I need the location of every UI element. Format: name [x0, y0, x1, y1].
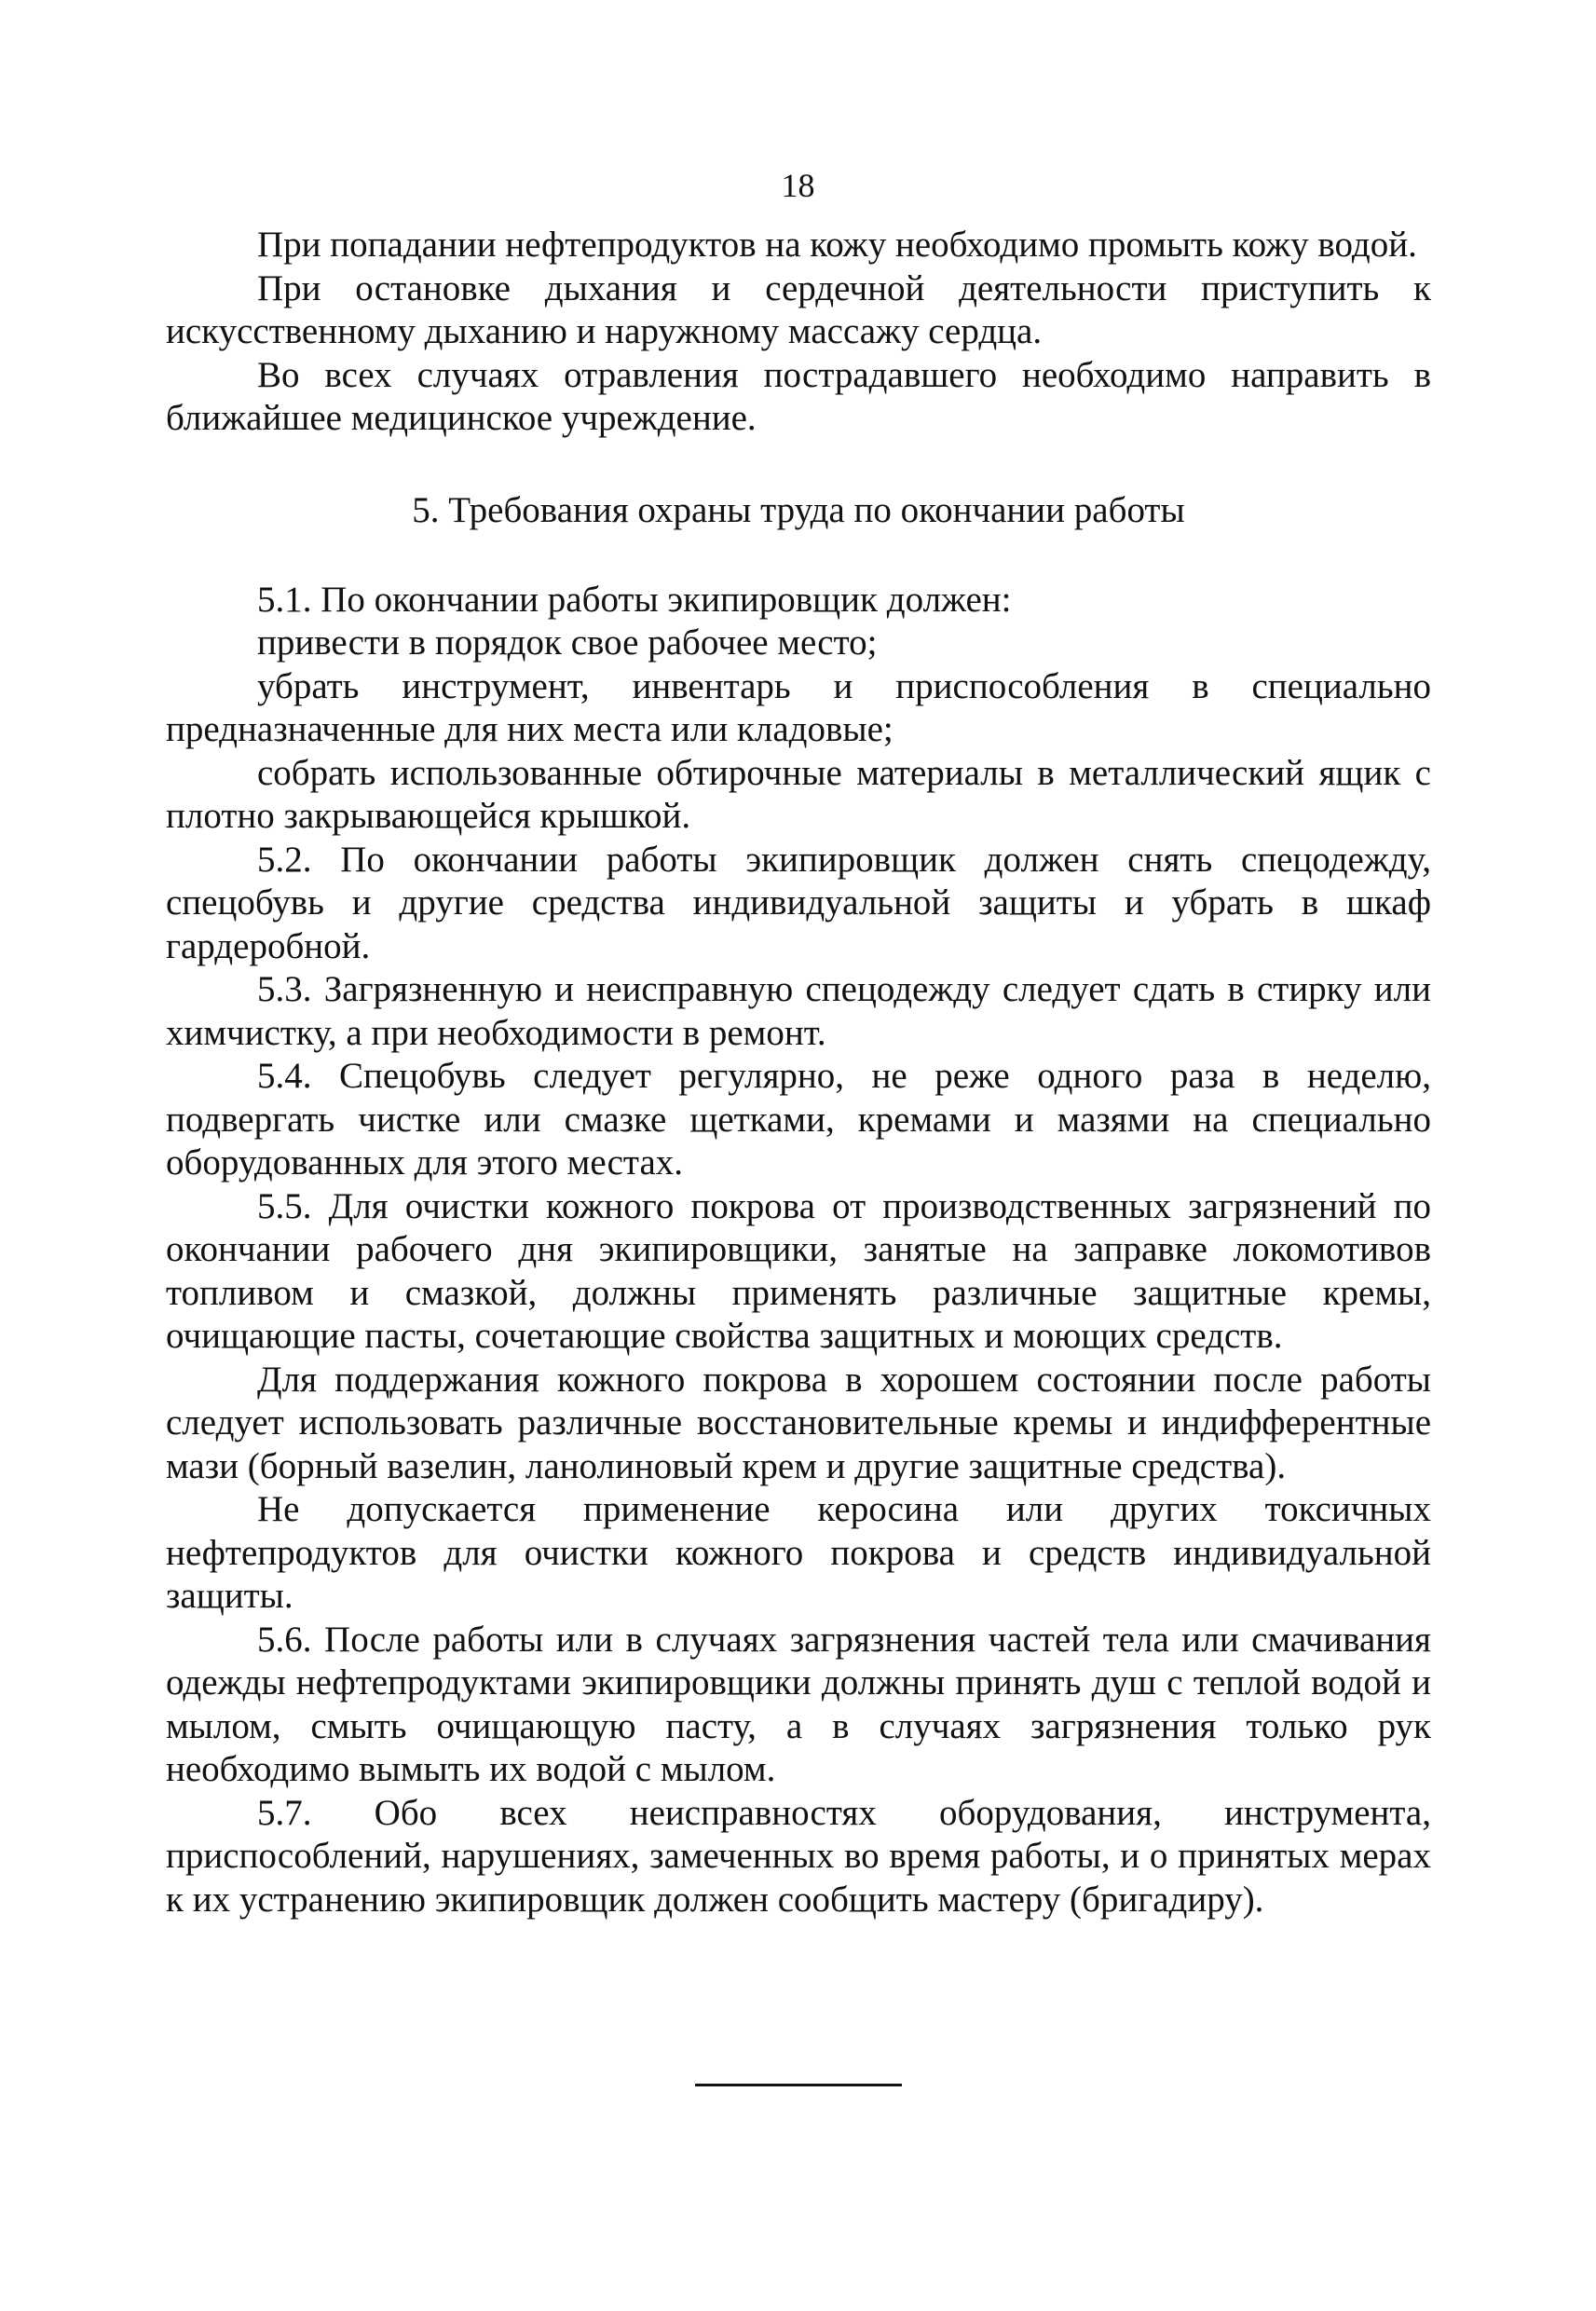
clause-5-1-item: привести в порядок свое рабочее место; [257, 622, 878, 663]
clause-5-5-prohibition: Не допускается применение керосина или других токсичных нефтепродуктов для очистки кожного покрова и средств индивидуальной защиты. [166, 1489, 1431, 1616]
clause-5-1-lead: 5.1. По окончании работы экипировщик должен: [257, 579, 1012, 620]
section-heading: 5. Требования охраны труда по окончании работы [412, 489, 1185, 530]
clause-5-5: 5.5. Для очистки кожного покрова от производственных загрязнений по окончании рабочего дня экипировщики, занятые на заправке локомотивов топливом и смазкой, должны применять различные защитные кремы, очищающие пасты, сочетающие свойства защитных и моющих средств. [166, 1185, 1431, 1356]
clause-5-2: 5.2. По окончании работы экипировщик должен снять спецодежду, спецобувь и другие средства индивидуальной защиты и убрать в шкаф гардеробной. [166, 839, 1431, 966]
paragraph-poisoning-cases: Во всех случаях отравления пострадавшего необходимо направить в ближайшее медицинское учреждение. [166, 354, 1431, 438]
paragraph-skin-contact: При попадании нефтепродуктов на кожу необходимо промыть кожу водой. [257, 225, 1417, 265]
page-number: 18 [781, 167, 815, 204]
clause-5-7: 5.7. Обо всех неисправностях оборудования, инструмента, приспособлений, нарушениях, замеченных во время работы, и о принятых мерах к их устранению экипировщик должен сообщить мастеру (бригадиру). [166, 1792, 1431, 1920]
clause-5-6: 5.6. После работы или в случаях загрязнения частей тела или смачивания одежды нефтепродуктами экипировщики должны принять душ с теплой водой и мылом, смыть очищающую пасту, а в случаях загрязнения только рук необходимо вымыть их водой с мылом. [166, 1619, 1431, 1789]
clause-5-3: 5.3. Загрязненную и неисправную спецодежду следует сдать в стирку или химчистку, а при необходимости в ремонт. [166, 969, 1431, 1053]
clause-5-4: 5.4. Спецобувь следует регулярно, не реже одного раза в неделю, подвергать чистке или смазке щетками, кремами и мазями на специально оборудованных для этого местах. [166, 1056, 1431, 1183]
paragraph-respiratory-arrest: При остановке дыхания и сердечной деятельности приступить к искусственному дыханию и наружному массажу сердца. [166, 267, 1431, 351]
clause-5-1-item: собрать использованные обтирочные материалы в металлический ящик с плотно закрывающейся крышкой. [166, 752, 1431, 836]
clause-5-5-maintenance: Для поддержания кожного покрова в хорошем состоянии после работы следует использовать различные восстановительные кремы и индифферентные мази (борный вазелин, ланолиновый крем и другие защитные средства). [166, 1359, 1431, 1486]
clause-5-1-item: убрать инструмент, инвентарь и приспособления в специально предназначенные для них места или кладовые; [166, 665, 1431, 749]
document-body [166, 224, 1431, 1921]
end-of-text-rule [695, 2084, 902, 2086]
